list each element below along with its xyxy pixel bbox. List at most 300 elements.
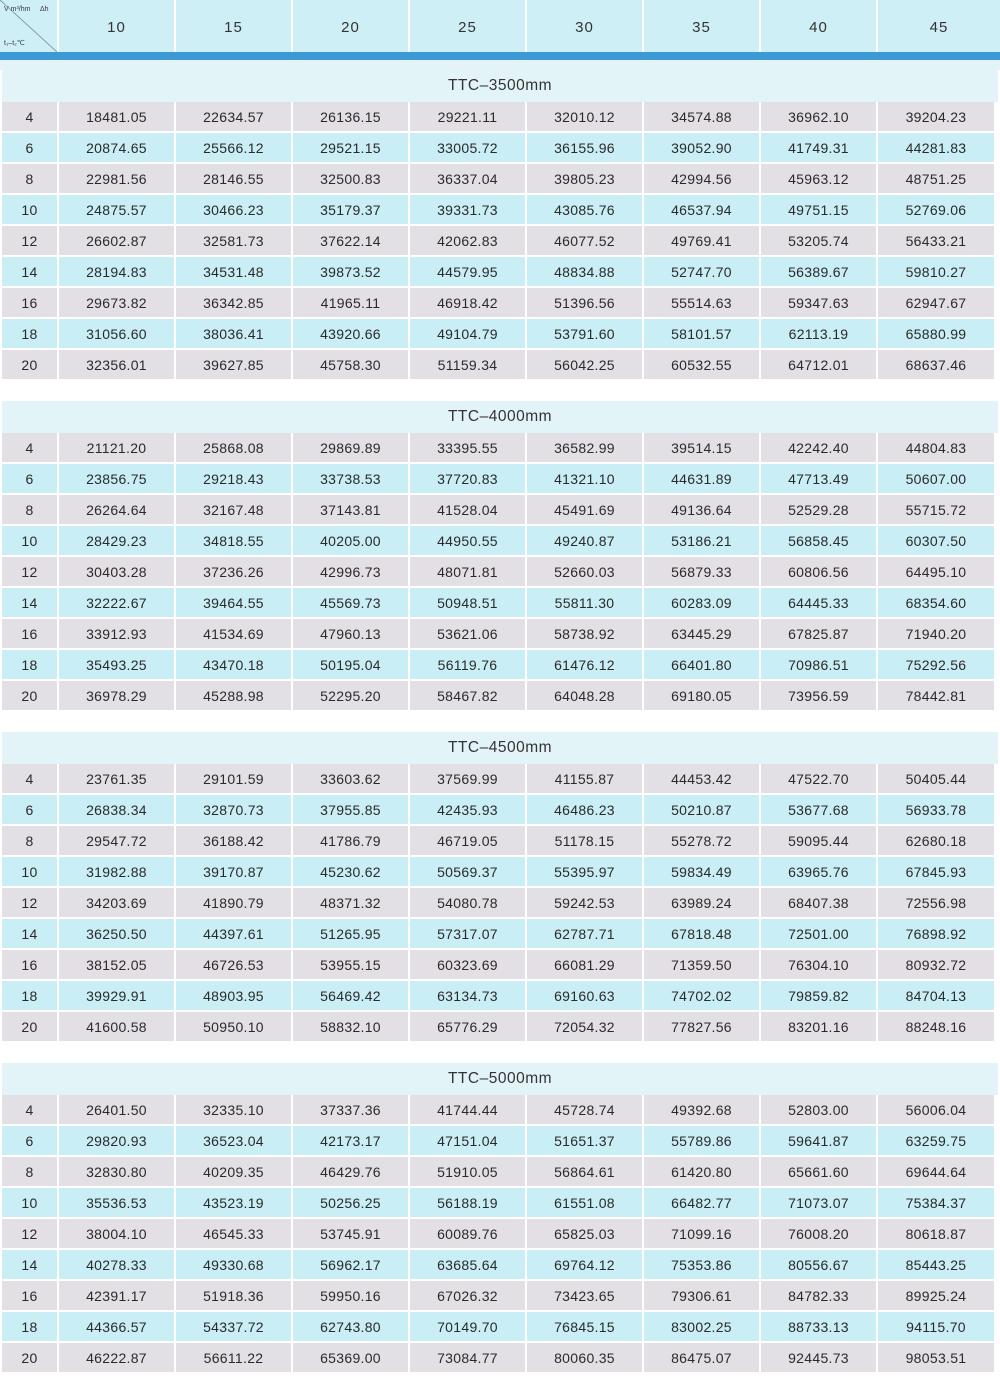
value-cell: 45963.12: [761, 164, 878, 195]
value-cell: 65661.60: [761, 1157, 878, 1188]
value-cell: 26602.87: [59, 226, 176, 257]
table-row: [2, 888, 998, 919]
value-cell: 53677.68: [761, 795, 878, 826]
value-cell: 33603.62: [293, 764, 410, 795]
row-label-cell: 8: [2, 826, 59, 857]
value-cell: 36188.42: [176, 826, 293, 857]
table-row: [2, 164, 998, 195]
row-label-cell: 4: [2, 433, 59, 464]
value-cell: 39873.52: [293, 257, 410, 288]
value-cell: 72501.00: [761, 919, 878, 950]
value-cell: 46719.05: [410, 826, 527, 857]
table-row: [2, 681, 998, 712]
value-cell: 76008.20: [761, 1219, 878, 1250]
section-title: TTC–4500mm: [2, 732, 998, 764]
value-cell: 41749.31: [761, 133, 878, 164]
value-cell: 65776.29: [410, 1012, 527, 1043]
value-cell: 73956.59: [761, 681, 878, 712]
value-cell: 45569.73: [293, 588, 410, 619]
value-cell: 94115.70: [878, 1312, 996, 1343]
value-cell: 29547.72: [59, 826, 176, 857]
row-label-cell: 18: [2, 319, 59, 350]
table-row: [2, 588, 998, 619]
value-cell: 65369.00: [293, 1343, 410, 1374]
value-cell: 88733.13: [761, 1312, 878, 1343]
row-label-cell: 8: [2, 495, 59, 526]
value-cell: 58738.92: [527, 619, 644, 650]
column-header-10: 10: [59, 0, 176, 52]
value-cell: 51178.15: [527, 826, 644, 857]
value-cell: 51265.95: [293, 919, 410, 950]
row-label-cell: 16: [2, 619, 59, 650]
row-label-cell: 12: [2, 226, 59, 257]
value-cell: 83002.25: [644, 1312, 761, 1343]
value-cell: 60806.56: [761, 557, 878, 588]
table-row: [2, 795, 998, 826]
value-cell: 30403.28: [59, 557, 176, 588]
row-label-cell: 6: [2, 795, 59, 826]
value-cell: 71099.16: [644, 1219, 761, 1250]
value-cell: 60089.76: [410, 1219, 527, 1250]
value-cell: 56433.21: [878, 226, 996, 257]
value-cell: 49104.79: [410, 319, 527, 350]
value-cell: 64048.28: [527, 681, 644, 712]
value-cell: 25566.12: [176, 133, 293, 164]
value-cell: 75384.37: [878, 1188, 996, 1219]
value-cell: 46222.87: [59, 1343, 176, 1374]
value-cell: 29521.15: [293, 133, 410, 164]
value-cell: 56858.45: [761, 526, 878, 557]
table-row: [2, 1157, 998, 1188]
value-cell: 42391.17: [59, 1281, 176, 1312]
value-cell: 56879.33: [644, 557, 761, 588]
value-cell: 36342.85: [176, 288, 293, 319]
value-cell: 52769.06: [878, 195, 996, 226]
value-cell: 37720.83: [410, 464, 527, 495]
row-label-cell: 8: [2, 1157, 59, 1188]
value-cell: 45288.98: [176, 681, 293, 712]
table-section: [2, 401, 998, 712]
value-cell: 51918.36: [176, 1281, 293, 1312]
value-cell: 33912.93: [59, 619, 176, 650]
value-cell: 85443.25: [878, 1250, 996, 1281]
section-title: TTC–3500mm: [2, 70, 998, 102]
value-cell: 34574.88: [644, 102, 761, 133]
value-cell: 56962.17: [293, 1250, 410, 1281]
table-row: [2, 433, 998, 464]
delta-h-label: Δh: [40, 6, 49, 13]
table-row: [2, 1250, 998, 1281]
value-cell: 32870.73: [176, 795, 293, 826]
value-cell: 39805.23: [527, 164, 644, 195]
value-cell: 40278.33: [59, 1250, 176, 1281]
value-cell: 56933.78: [878, 795, 996, 826]
value-cell: 31982.88: [59, 857, 176, 888]
value-cell: 41534.69: [176, 619, 293, 650]
value-cell: 56611.22: [176, 1343, 293, 1374]
value-cell: 43470.18: [176, 650, 293, 681]
value-cell: 37569.99: [410, 764, 527, 795]
table-section: [2, 1063, 998, 1374]
value-cell: 39627.85: [176, 350, 293, 381]
value-cell: 58467.82: [410, 681, 527, 712]
value-cell: 44579.95: [410, 257, 527, 288]
value-cell: 39929.91: [59, 981, 176, 1012]
header-divider-band: [0, 52, 1000, 60]
value-cell: 58101.57: [644, 319, 761, 350]
value-cell: 56119.76: [410, 650, 527, 681]
value-cell: 56864.61: [527, 1157, 644, 1188]
value-cell: 79306.61: [644, 1281, 761, 1312]
value-cell: 41890.79: [176, 888, 293, 919]
value-cell: 80932.72: [878, 950, 996, 981]
section-title: TTC–4000mm: [2, 401, 998, 433]
row-label-cell: 4: [2, 1095, 59, 1126]
value-cell: 72556.98: [878, 888, 996, 919]
value-cell: 28429.23: [59, 526, 176, 557]
value-cell: 65880.99: [878, 319, 996, 350]
value-cell: 36582.99: [527, 433, 644, 464]
value-cell: 69180.05: [644, 681, 761, 712]
value-cell: 63259.75: [878, 1126, 996, 1157]
value-cell: 48371.32: [293, 888, 410, 919]
value-cell: 32830.80: [59, 1157, 176, 1188]
table-row: [2, 1281, 998, 1312]
value-cell: 55395.97: [527, 857, 644, 888]
header-shadow-band: [0, 60, 1000, 70]
value-cell: 75353.86: [644, 1250, 761, 1281]
value-cell: 45230.62: [293, 857, 410, 888]
value-cell: 84704.13: [878, 981, 996, 1012]
value-cell: 75292.56: [878, 650, 996, 681]
row-label-cell: 12: [2, 557, 59, 588]
section-title: TTC–5000mm: [2, 1063, 998, 1095]
value-cell: 26264.64: [59, 495, 176, 526]
value-cell: 47960.13: [293, 619, 410, 650]
header-corner-cell: [0, 0, 59, 52]
table-row: [2, 288, 998, 319]
row-label-cell: 16: [2, 1281, 59, 1312]
value-cell: 50948.51: [410, 588, 527, 619]
value-cell: 60323.69: [410, 950, 527, 981]
value-cell: 42173.17: [293, 1126, 410, 1157]
row-label-cell: 14: [2, 919, 59, 950]
value-cell: 53745.91: [293, 1219, 410, 1250]
value-cell: 44366.57: [59, 1312, 176, 1343]
value-cell: 46486.23: [527, 795, 644, 826]
table-row: [2, 1095, 998, 1126]
value-cell: 54337.72: [176, 1312, 293, 1343]
table-section: [2, 70, 998, 381]
value-cell: 59347.63: [761, 288, 878, 319]
value-cell: 30466.23: [176, 195, 293, 226]
value-cell: 44631.89: [644, 464, 761, 495]
value-cell: 53186.21: [644, 526, 761, 557]
value-cell: 62787.71: [527, 919, 644, 950]
value-cell: 62113.19: [761, 319, 878, 350]
value-cell: 86475.07: [644, 1343, 761, 1374]
value-cell: 26401.50: [59, 1095, 176, 1126]
column-header-20: 20: [293, 0, 410, 52]
value-cell: 36337.04: [410, 164, 527, 195]
column-header-35: 35: [644, 0, 761, 52]
value-cell: 50210.87: [644, 795, 761, 826]
value-cell: 41600.58: [59, 1012, 176, 1043]
row-label-cell: 20: [2, 681, 59, 712]
row-label-cell: 4: [2, 764, 59, 795]
value-cell: 43085.76: [527, 195, 644, 226]
value-cell: 67818.48: [644, 919, 761, 950]
value-cell: 64712.01: [761, 350, 878, 381]
value-cell: 47522.70: [761, 764, 878, 795]
value-cell: 61551.08: [527, 1188, 644, 1219]
value-cell: 52295.20: [293, 681, 410, 712]
row-label-cell: 6: [2, 464, 59, 495]
row-label-cell: 20: [2, 350, 59, 381]
value-cell: 53791.60: [527, 319, 644, 350]
value-cell: 41155.87: [527, 764, 644, 795]
value-cell: 36523.04: [176, 1126, 293, 1157]
value-cell: 66081.29: [527, 950, 644, 981]
value-cell: 49240.87: [527, 526, 644, 557]
value-cell: 53621.06: [410, 619, 527, 650]
value-cell: 48751.25: [878, 164, 996, 195]
value-cell: 59834.49: [644, 857, 761, 888]
value-cell: 32500.83: [293, 164, 410, 195]
value-cell: 33738.53: [293, 464, 410, 495]
flow-unit-label: V m³/hm: [4, 6, 31, 13]
value-cell: 23761.35: [59, 764, 176, 795]
value-cell: 29673.82: [59, 288, 176, 319]
value-cell: 50405.44: [878, 764, 996, 795]
value-cell: 76845.15: [527, 1312, 644, 1343]
value-cell: 55278.72: [644, 826, 761, 857]
value-cell: 59950.16: [293, 1281, 410, 1312]
value-cell: 51910.05: [410, 1157, 527, 1188]
value-cell: 46918.42: [410, 288, 527, 319]
value-cell: 35493.25: [59, 650, 176, 681]
value-cell: 45491.69: [527, 495, 644, 526]
value-cell: 88248.16: [878, 1012, 996, 1043]
table-row: [2, 195, 998, 226]
row-label-cell: 8: [2, 164, 59, 195]
row-label-cell: 10: [2, 1188, 59, 1219]
value-cell: 20874.65: [59, 133, 176, 164]
value-cell: 50607.00: [878, 464, 996, 495]
value-cell: 41965.11: [293, 288, 410, 319]
value-cell: 37955.85: [293, 795, 410, 826]
value-cell: 62680.18: [878, 826, 996, 857]
table-row: [2, 226, 998, 257]
value-cell: 49136.64: [644, 495, 761, 526]
value-cell: 74702.02: [644, 981, 761, 1012]
value-cell: 56006.04: [878, 1095, 996, 1126]
value-cell: 24875.57: [59, 195, 176, 226]
value-cell: 60283.09: [644, 588, 761, 619]
value-cell: 52660.03: [527, 557, 644, 588]
value-cell: 67825.87: [761, 619, 878, 650]
row-label-cell: 10: [2, 857, 59, 888]
value-cell: 33395.55: [410, 433, 527, 464]
value-cell: 56389.67: [761, 257, 878, 288]
table-row: [2, 319, 998, 350]
value-cell: 57317.07: [410, 919, 527, 950]
value-cell: 80556.67: [761, 1250, 878, 1281]
table-row: [2, 350, 998, 381]
row-label-cell: 18: [2, 1312, 59, 1343]
row-label-cell: 16: [2, 288, 59, 319]
column-header-25: 25: [410, 0, 527, 52]
value-cell: 21121.20: [59, 433, 176, 464]
value-cell: 39052.90: [644, 133, 761, 164]
value-cell: 66401.80: [644, 650, 761, 681]
value-cell: 42242.40: [761, 433, 878, 464]
value-cell: 39331.73: [410, 195, 527, 226]
value-cell: 62743.80: [293, 1312, 410, 1343]
value-cell: 55715.72: [878, 495, 996, 526]
value-cell: 48903.95: [176, 981, 293, 1012]
value-cell: 32581.73: [176, 226, 293, 257]
value-cell: 29218.43: [176, 464, 293, 495]
value-cell: 42994.56: [644, 164, 761, 195]
value-cell: 46545.33: [176, 1219, 293, 1250]
value-cell: 56469.42: [293, 981, 410, 1012]
table-row: [2, 619, 998, 650]
value-cell: 53205.74: [761, 226, 878, 257]
value-cell: 65825.03: [527, 1219, 644, 1250]
row-label-cell: 6: [2, 133, 59, 164]
value-cell: 18481.05: [59, 102, 176, 133]
value-cell: 68637.46: [878, 350, 996, 381]
table-row: [2, 102, 998, 133]
value-cell: 55789.86: [644, 1126, 761, 1157]
value-cell: 23856.75: [59, 464, 176, 495]
value-cell: 63445.29: [644, 619, 761, 650]
value-cell: 50950.10: [176, 1012, 293, 1043]
value-cell: 40205.00: [293, 526, 410, 557]
table-row: [2, 857, 998, 888]
value-cell: 68407.38: [761, 888, 878, 919]
value-cell: 79859.82: [761, 981, 878, 1012]
value-cell: 28146.55: [176, 164, 293, 195]
value-cell: 44804.83: [878, 433, 996, 464]
value-cell: 68354.60: [878, 588, 996, 619]
row-label-cell: 12: [2, 888, 59, 919]
value-cell: 34203.69: [59, 888, 176, 919]
value-cell: 26136.15: [293, 102, 410, 133]
value-cell: 38004.10: [59, 1219, 176, 1250]
value-cell: 42062.83: [410, 226, 527, 257]
table-row: [2, 981, 998, 1012]
table-row: [2, 650, 998, 681]
value-cell: 63134.73: [410, 981, 527, 1012]
value-cell: 39204.23: [878, 102, 996, 133]
value-cell: 71940.20: [878, 619, 996, 650]
value-cell: 66482.77: [644, 1188, 761, 1219]
table-row: [2, 1188, 998, 1219]
table-section: [2, 732, 998, 1043]
value-cell: 76898.92: [878, 919, 996, 950]
value-cell: 31056.60: [59, 319, 176, 350]
value-cell: 49330.68: [176, 1250, 293, 1281]
value-cell: 77827.56: [644, 1012, 761, 1043]
value-cell: 78442.81: [878, 681, 996, 712]
value-cell: 36250.50: [59, 919, 176, 950]
value-cell: 56042.25: [527, 350, 644, 381]
table-row: [2, 1012, 998, 1043]
value-cell: 49751.15: [761, 195, 878, 226]
value-cell: 26838.34: [59, 795, 176, 826]
value-cell: 37143.81: [293, 495, 410, 526]
value-cell: 44281.83: [878, 133, 996, 164]
value-cell: 48071.81: [410, 557, 527, 588]
value-cell: 58832.10: [293, 1012, 410, 1043]
value-cell: 72054.32: [527, 1012, 644, 1043]
value-cell: 59095.44: [761, 826, 878, 857]
value-cell: 51159.34: [410, 350, 527, 381]
value-cell: 64495.10: [878, 557, 996, 588]
value-cell: 50569.37: [410, 857, 527, 888]
value-cell: 41786.79: [293, 826, 410, 857]
value-cell: 35179.37: [293, 195, 410, 226]
value-cell: 39170.87: [176, 857, 293, 888]
value-cell: 36962.10: [761, 102, 878, 133]
table-row: [2, 526, 998, 557]
value-cell: 92445.73: [761, 1343, 878, 1374]
column-header-40: 40: [761, 0, 878, 52]
value-cell: 35536.53: [59, 1188, 176, 1219]
value-cell: 47151.04: [410, 1126, 527, 1157]
value-cell: 44950.55: [410, 526, 527, 557]
value-cell: 51396.56: [527, 288, 644, 319]
value-cell: 51651.37: [527, 1126, 644, 1157]
row-label-cell: 4: [2, 102, 59, 133]
value-cell: 83201.16: [761, 1012, 878, 1043]
value-cell: 47713.49: [761, 464, 878, 495]
row-label-cell: 14: [2, 257, 59, 288]
value-cell: 29101.59: [176, 764, 293, 795]
value-cell: 48834.88: [527, 257, 644, 288]
value-cell: 42996.73: [293, 557, 410, 588]
value-cell: 80060.35: [527, 1343, 644, 1374]
value-cell: 22981.56: [59, 164, 176, 195]
value-cell: 46726.53: [176, 950, 293, 981]
value-cell: 71073.07: [761, 1188, 878, 1219]
value-cell: 40209.35: [176, 1157, 293, 1188]
value-cell: 55811.30: [527, 588, 644, 619]
row-label-cell: 14: [2, 588, 59, 619]
value-cell: 76304.10: [761, 950, 878, 981]
value-cell: 45758.30: [293, 350, 410, 381]
value-cell: 70149.70: [410, 1312, 527, 1343]
value-cell: 46537.94: [644, 195, 761, 226]
row-label-cell: 6: [2, 1126, 59, 1157]
value-cell: 63965.76: [761, 857, 878, 888]
value-cell: 44397.61: [176, 919, 293, 950]
value-cell: 39464.55: [176, 588, 293, 619]
value-cell: 49392.68: [644, 1095, 761, 1126]
value-cell: 37622.14: [293, 226, 410, 257]
value-cell: 59641.87: [761, 1126, 878, 1157]
value-cell: 34818.55: [176, 526, 293, 557]
value-cell: 53955.15: [293, 950, 410, 981]
value-cell: 41744.44: [410, 1095, 527, 1126]
value-cell: 52803.00: [761, 1095, 878, 1126]
value-cell: 32222.67: [59, 588, 176, 619]
value-cell: 49769.41: [644, 226, 761, 257]
value-cell: 22634.57: [176, 102, 293, 133]
value-cell: 69764.12: [527, 1250, 644, 1281]
